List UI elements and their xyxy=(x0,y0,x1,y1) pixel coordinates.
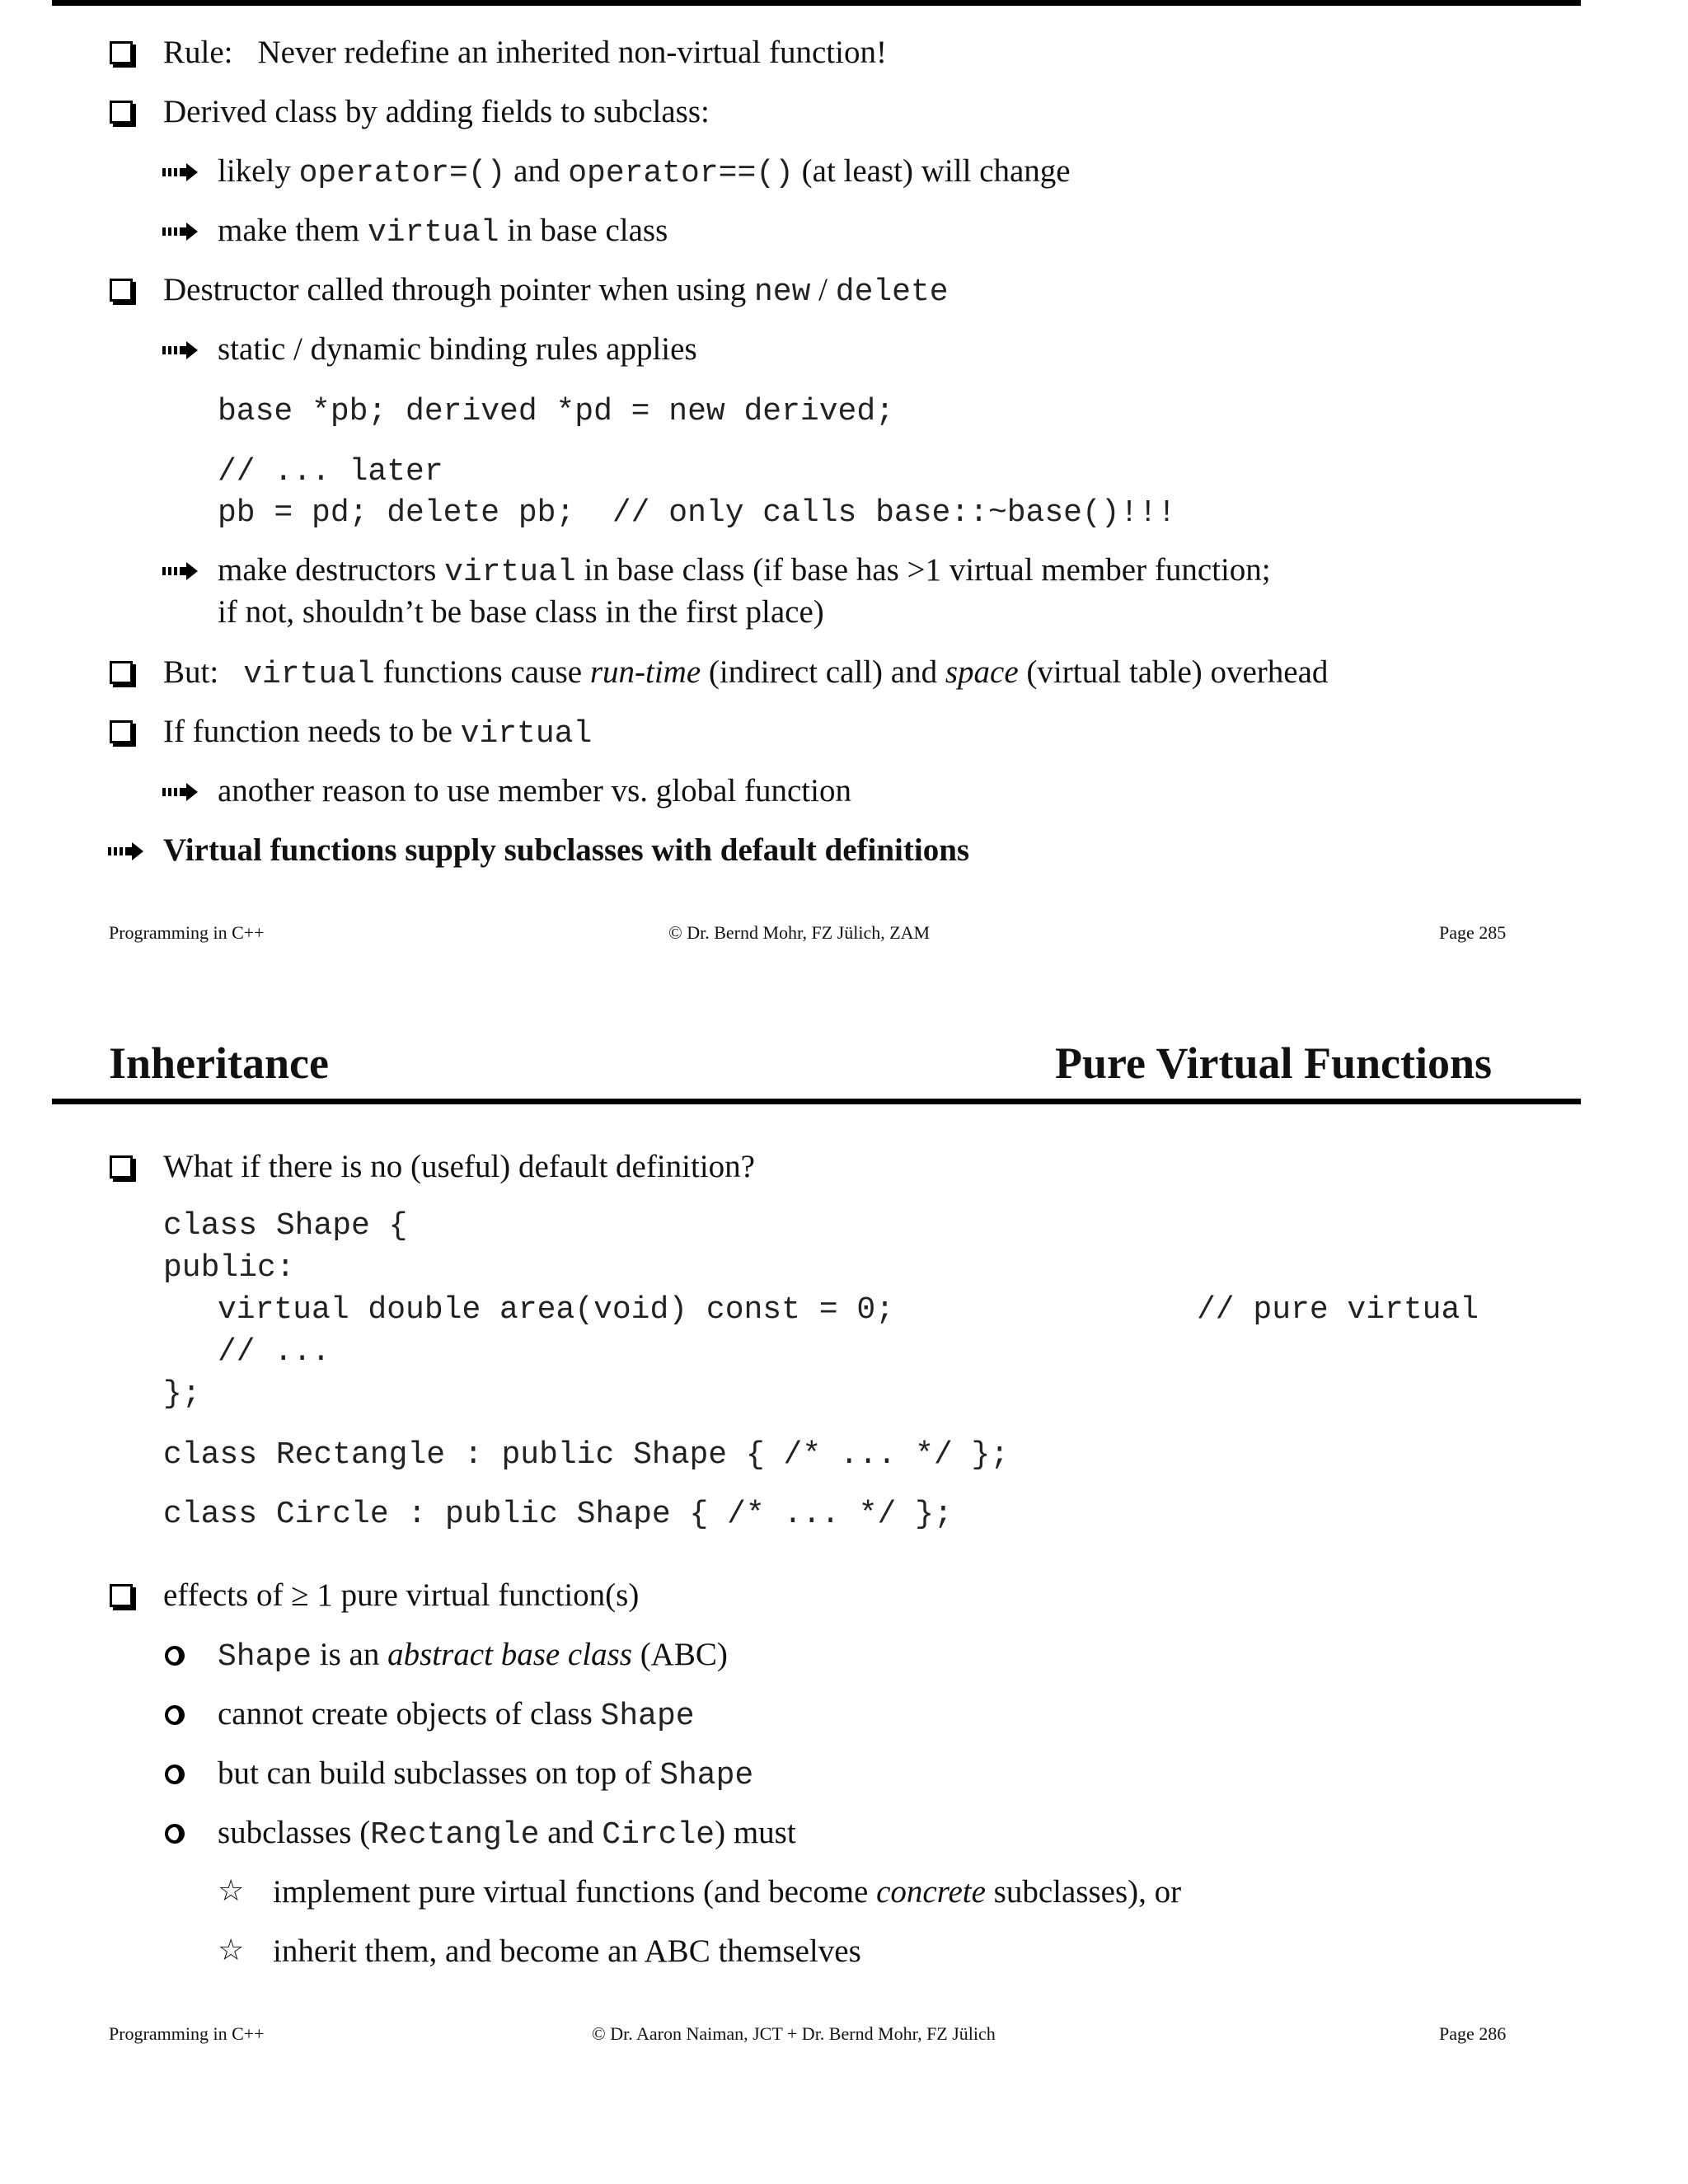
sub-implement: implement pure virtual functions (and become concrete subclasses), or xyxy=(273,1874,1182,1910)
rule-text: Never redefine an inherited non-virtual function! xyxy=(257,35,887,70)
sub-make-destructors: make destructors virtual in base class (if base has >1 virtual member function; xyxy=(218,552,1271,590)
code-public: public: xyxy=(163,1250,295,1286)
code-line-2: // ... later xyxy=(218,454,443,490)
footer-page-number: Page 285 xyxy=(1439,922,1507,943)
checkbox-bullet-icon xyxy=(110,279,133,302)
code-pure-virtual-comment: // pure virtual xyxy=(1197,1292,1479,1328)
bullet-virtual-supply: Virtual functions supply subclasses with default definitions xyxy=(163,832,970,868)
footer-center: © Dr. Aaron Naiman, JCT + Dr. Bernd Mohr, FZ Jülich xyxy=(592,2023,996,2044)
code-line-1: base *pb; derived *pd = new derived; xyxy=(218,394,894,429)
checkbox-bullet-icon xyxy=(110,1584,133,1607)
bullet-derived: Derived class by adding fields to subclass: xyxy=(163,94,710,129)
sub-binding: static / dynamic binding rules applies xyxy=(218,331,697,367)
footer-left: Programming in C++ xyxy=(109,2023,265,2044)
page-title-left: Inheritance xyxy=(109,1038,329,1088)
code-class-circle: class Circle : public Shape { /* ... */ }; xyxy=(163,1497,953,1532)
sub-build: but can build subclasses on top of Shape xyxy=(218,1755,754,1793)
code-close-brace: }; xyxy=(163,1376,201,1412)
arrow-bullet-icon xyxy=(162,561,199,581)
arrow-bullet-icon xyxy=(162,340,199,360)
arrow-bullet-icon xyxy=(162,782,199,802)
sub-must: subclasses (Rectangle and Circle) must xyxy=(218,1815,796,1853)
sub-cannot-create: cannot create objects of class Shape xyxy=(218,1696,695,1734)
sub-make-destructors-cont: if not, shouldn’t be base class in the first place) xyxy=(218,594,824,630)
code-virtual-area: virtual double area(void) const = 0; xyxy=(218,1292,894,1328)
checkbox-bullet-icon xyxy=(110,1155,133,1179)
ring-bullet-icon xyxy=(165,1824,185,1844)
footer-page-number: Page 286 xyxy=(1439,2023,1507,2044)
sub-likely: likely operator=() and operator==() (at least) will change xyxy=(218,153,1071,191)
code-class-rectangle: class Rectangle : public Shape { /* ... */ }; xyxy=(163,1437,1010,1473)
bullet-but: But: virtual functions cause run-time (indirect call) and space (virtual table) overhead xyxy=(163,654,1329,692)
top-rule xyxy=(52,0,1581,6)
ring-bullet-icon xyxy=(165,1765,185,1784)
rule-prefix: Rule: xyxy=(163,35,233,70)
sub-inherit: inherit them, and become an ABC themselves xyxy=(273,1933,861,1969)
code-ellipsis: // ... xyxy=(218,1334,331,1370)
star-bullet-icon: ☆ xyxy=(218,1933,245,1967)
operator-equal-code: operator==() xyxy=(568,156,794,191)
bullet-effects: effects of ≥ 1 pure virtual function(s) xyxy=(163,1577,640,1613)
footer-center: © Dr. Bernd Mohr, FZ Jülich, ZAM xyxy=(668,922,931,943)
code-class-shape: class Shape { xyxy=(163,1208,408,1244)
ring-bullet-icon xyxy=(165,1646,185,1666)
checkbox-bullet-icon xyxy=(110,41,133,64)
page-title-right: Pure Virtual Functions xyxy=(1055,1038,1493,1088)
arrow-bullet-icon xyxy=(162,162,199,182)
sub-another-reason: another reason to use member vs. global function xyxy=(218,773,851,808)
sub-make-virtual: make them virtual in base class xyxy=(218,213,668,251)
title-rule xyxy=(52,1099,1581,1104)
bullet-rule xyxy=(163,34,887,72)
footer-left: Programming in C++ xyxy=(109,922,265,943)
code-line-3: pb = pd; delete pb; // only calls base::~base()!!! xyxy=(218,495,1176,531)
checkbox-bullet-icon xyxy=(110,661,133,684)
arrow-bullet-icon xyxy=(162,222,199,241)
ring-bullet-icon xyxy=(165,1705,185,1725)
checkbox-bullet-icon xyxy=(110,101,133,124)
bullet-question: What if there is no (useful) default definition? xyxy=(163,1149,755,1184)
operator-assign-code: operator=() xyxy=(298,156,506,191)
bullet-destructor: Destructor called through pointer when using new / delete xyxy=(163,272,949,310)
arrow-bullet-icon xyxy=(108,841,144,861)
bullet-if-function: If function needs to be virtual xyxy=(163,714,593,752)
sub-abc: Shape is an abstract base class (ABC) xyxy=(218,1637,728,1675)
checkbox-bullet-icon xyxy=(110,720,133,743)
star-bullet-icon: ☆ xyxy=(218,1874,245,1908)
